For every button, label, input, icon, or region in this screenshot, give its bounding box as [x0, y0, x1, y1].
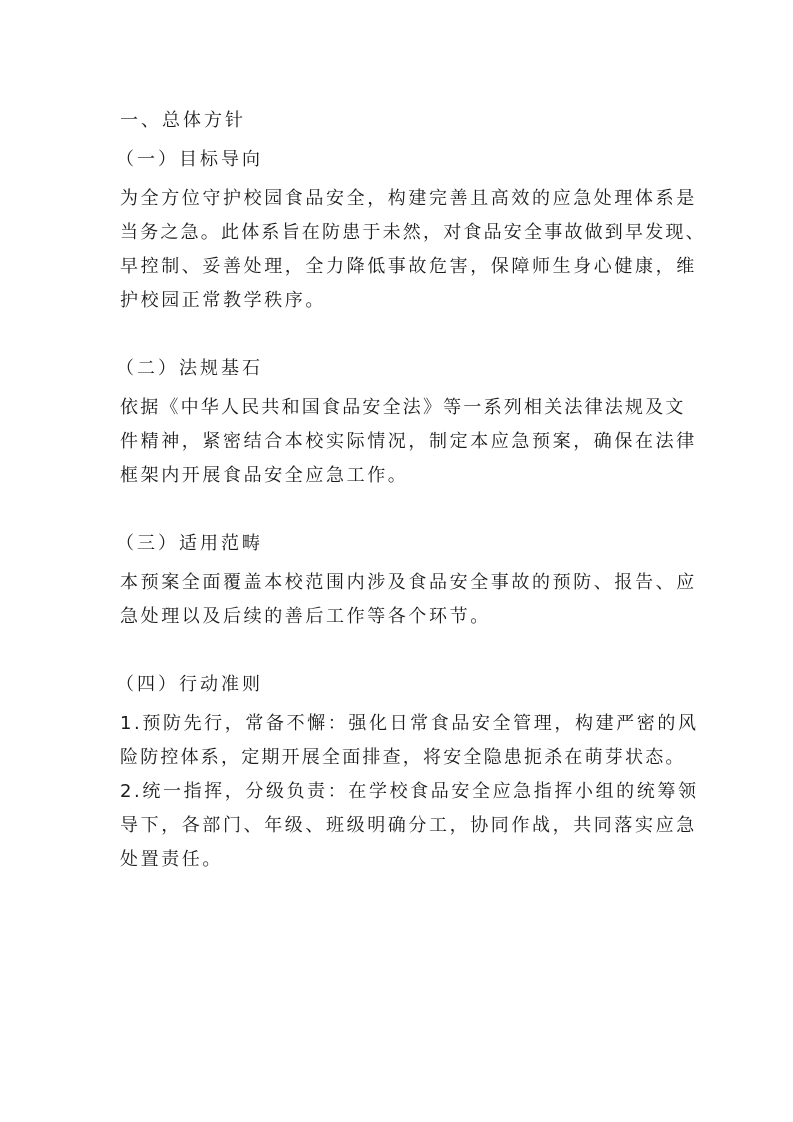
paragraph-line: 为全方位守护校园食品安全，构建完善且高效的应急处理体系是	[120, 188, 697, 209]
paragraph-line: 件精神，紧密结合本校实际情况，制定本应急预案，确保在法律	[120, 431, 697, 452]
section-heading: （四）行动准则	[116, 674, 263, 695]
paragraph-line: 处置责任。	[120, 849, 223, 870]
section-paragraph	[120, 707, 699, 877]
paragraph-line: 早控制、妥善处理，全力降低事故危害，保障师生身心健康，维	[120, 256, 697, 277]
paragraph-gap	[120, 493, 676, 527]
paragraph-line: 框架内开展食品安全应急工作。	[120, 465, 409, 486]
paragraph-gap	[120, 318, 676, 352]
paragraph-gap	[120, 634, 676, 668]
paragraph-line: 本预案全面覆盖本校范围内涉及食品安全事故的预防、报告、应	[120, 572, 697, 593]
section-heading: （三）适用范畴	[116, 533, 263, 554]
section-heading: （一）目标导向	[116, 149, 263, 170]
section-legal-basis	[116, 352, 697, 493]
paragraph-line: 1.预防先行，常备不懈：强化日常食品安全管理，构建严密的风	[120, 713, 699, 734]
paragraph-line: 导下，各部门、年级、班级明确分工，协同作战，共同落实应急	[120, 815, 697, 836]
paragraph-line: 2.统一指挥，分级负责：在学校食品安全应急指挥小组的统筹领	[120, 781, 699, 802]
paragraph-line: 险防控体系，定期开展全面排查，将安全隐患扼杀在萌芽状态。	[120, 747, 686, 768]
paragraph-line: 护校园正常教学秩序。	[120, 290, 326, 311]
section-paragraph	[120, 566, 697, 634]
section-heading: （二）法规基石	[116, 358, 263, 379]
section-scope	[116, 527, 697, 634]
section-objective	[116, 143, 706, 318]
section-paragraph	[120, 391, 697, 493]
document-page	[116, 104, 706, 877]
section-paragraph	[120, 182, 706, 318]
paragraph-line: 依据《中华人民共和国食品安全法》等一系列相关法律法规及文	[120, 397, 686, 418]
paragraph-line: 急处理以及后续的善后工作等各个环节。	[120, 606, 491, 627]
document-title: 一、总体方针	[120, 110, 246, 131]
section-principles	[116, 668, 699, 877]
paragraph-line: 当务之急。此体系旨在防患于未然，对食品安全事故做到早发现、	[120, 222, 706, 243]
